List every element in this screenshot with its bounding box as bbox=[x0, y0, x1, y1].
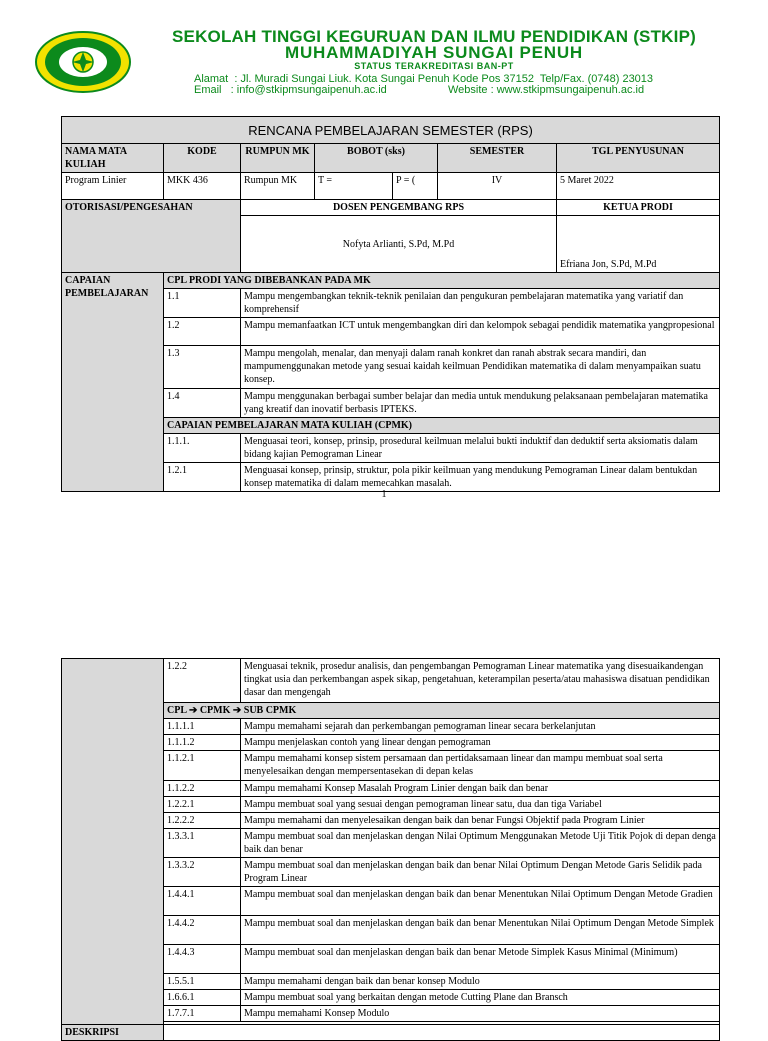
capaian-label-cont bbox=[62, 659, 164, 1025]
kaprodi-label: KETUA PRODI bbox=[557, 200, 720, 216]
email: Email : info@stkipmsungaipenuh.ac.id bbox=[194, 84, 387, 96]
dosen-name: Nofyta Arlianti, S.Pd, M.Pd bbox=[241, 216, 557, 273]
sub-cpmk-text: Mampu menjelaskan contoh yang linear dengan pemograman bbox=[241, 735, 720, 751]
sub-cpmk-text: Mampu memahami Konsep Modulo bbox=[241, 1006, 720, 1022]
value-bobot-p: P = ( bbox=[393, 173, 438, 200]
rps-table-page2 bbox=[61, 658, 720, 1041]
accreditation-status: STATUS TERAKREDITASI BAN-PT bbox=[354, 61, 514, 71]
page-number: 1 bbox=[381, 489, 387, 500]
cpmk-code: 1.2.2 bbox=[164, 659, 241, 703]
rps-title: RENCANA PEMBELAJARAN SEMESTER (RPS) bbox=[62, 117, 720, 144]
sub-cpmk-text: Mampu membuat soal yang berkaitan dengan metode Cutting Plane dan Bransch bbox=[241, 990, 720, 1006]
cpl-code: 1.4 bbox=[164, 389, 241, 418]
cpmk-code: 1.1.1. bbox=[164, 434, 241, 463]
sub-cpmk-code: 1.2.2.2 bbox=[164, 813, 241, 829]
cpmk-text: Menguasai teknik, prosedur analisis, dan pengembangan Pemograman Linear matematika yang disesuaikandengan tingkat usia dan perkembangan aspek sikap, pengetahuan, keterampilan peserta/atau mahasiswa disatuan pendidikan dasar dan mengengah bbox=[241, 659, 720, 703]
header-nama-mk: NAMA MATA KULIAH bbox=[62, 144, 164, 173]
institution-name: SEKOLAH TINGGI KEGURUAN DAN ILMU PENDIDIKAN (STKIP) bbox=[172, 27, 696, 46]
value-semester: IV bbox=[438, 173, 557, 200]
deskripsi-value bbox=[164, 1025, 720, 1041]
value-kode: MKK 436 bbox=[164, 173, 241, 200]
cpmk-code: 1.2.1 bbox=[164, 463, 241, 492]
sub-cpmk-code: 1.3.3.2 bbox=[164, 858, 241, 887]
sub-cpmk-code: 1.4.4.1 bbox=[164, 887, 241, 916]
website: Website : www.stkipmsungaipenuh.ac.id bbox=[448, 84, 645, 96]
cpl-code: 1.1 bbox=[164, 289, 241, 318]
sub-cpmk-code: 1.4.4.2 bbox=[164, 916, 241, 945]
letterhead bbox=[0, 0, 768, 105]
cpl-header: CPL PRODI YANG DIBEBANKAN PADA MK bbox=[164, 273, 720, 289]
cpmk-text: Menguasai teori, konsep, prinsip, prosedural keilmuan melalui bukti induktif dan deduktif serta aksiomatis dalam bidang kajian Pemograman Linear bbox=[241, 434, 720, 463]
value-rumpun: Rumpun MK bbox=[241, 173, 315, 200]
sub-cpmk-text: Mampu membuat soal dan menjelaskan dengan Nilai Optimum Menggunakan Metode Uji Titik Pojok di depan denga baik dan benar bbox=[241, 829, 720, 858]
value-tgl: 5 Maret 2022 bbox=[557, 173, 720, 200]
deskripsi-label: DESKRIPSI bbox=[62, 1025, 164, 1041]
sub-cpmk-text: Mampu memahami sejarah dan perkembangan pemograman linear secara berkelanjutan bbox=[241, 719, 720, 735]
sub-cpmk-text: Mampu membuat soal dan menjelaskan dengan baik dan benar Metode Simplek Kasus Minimal (Minimum) bbox=[241, 945, 720, 974]
header-rumpun: RUMPUN MK bbox=[241, 144, 315, 173]
sub-cpmk-code: 1.6.6.1 bbox=[164, 990, 241, 1006]
sub-cpmk-code: 1.1.2.2 bbox=[164, 781, 241, 797]
sub-cpmk-text: Mampu memahami dan menyelesaikan dengan baik dan benar Fungsi Objektif pada Program Linier bbox=[241, 813, 720, 829]
sub-cpmk-code: 1.5.5.1 bbox=[164, 974, 241, 990]
cpl-text: Mampu memanfaatkan ICT untuk mengembangkan diri dan kelompok sebagai pendidik matematika yangpropesional bbox=[241, 318, 720, 346]
header-kode: KODE bbox=[164, 144, 241, 173]
dosen-label: DOSEN PENGEMBANG RPS bbox=[241, 200, 557, 216]
institution-subname: MUHAMMADIYAH SUNGAI PENUH bbox=[285, 43, 583, 62]
sub-cpmk-text: Mampu membuat soal yang sesuai dengan pemograman linear satu, dua dan tiga Variabel bbox=[241, 797, 720, 813]
otorisasi-label: OTORISASI/PENGESAHAN bbox=[62, 200, 241, 273]
header-semester: SEMESTER bbox=[438, 144, 557, 173]
address: Alamat : Jl. Muradi Sungai Liuk. Kota Sungai Penuh Kode Pos 37152 Telp/Fax. (0748) 23013 bbox=[194, 73, 654, 85]
sub-cpmk-text: Mampu memahami Konsep Masalah Program Linier dengan baik dan benar bbox=[241, 781, 720, 797]
cpl-code: 1.3 bbox=[164, 346, 241, 389]
sub-cpmk-code: 1.3.3.1 bbox=[164, 829, 241, 858]
header-tgl: TGL PENYUSUNAN bbox=[557, 144, 720, 173]
sub-cpmk-code: 1.2.2.1 bbox=[164, 797, 241, 813]
value-nama-mk: Program Linier bbox=[62, 173, 164, 200]
sub-cpmk-code: 1.4.4.3 bbox=[164, 945, 241, 974]
sub-cpmk-text: Mampu membuat soal dan menjelaskan dengan baik dan benar Nilai Optimum Dengan Metode Garis Selidik pada Program Linear bbox=[241, 858, 720, 887]
capaian-label: CAPAIAN PEMBELAJARAN bbox=[62, 273, 164, 492]
cpmk-header: CAPAIAN PEMBELAJARAN MATA KULIAH (CPMK) bbox=[164, 418, 720, 434]
sub-cpmk-code: 1.7.7.1 bbox=[164, 1006, 241, 1022]
cpmk-text: Menguasai konsep, prinsip, struktur, pola pikir keilmuan yang mendukung Pemograman Linear dalam bentukdan konsep matematika di dalam memecahkan masalah. bbox=[241, 463, 720, 492]
sub-cpmk-header: CPL ➔ CPMK ➔ SUB CPMK bbox=[164, 703, 720, 719]
cpl-text: Mampu mengolah, menalar, dan menyaji dalam ranah konkret dan ranah abstrak secara mandiri, dan mampumenggunakan metode yang sesuai kaidah keilmuan Pendidikan matematika di dalam menyampaikan suatu konsep. bbox=[241, 346, 720, 389]
sub-cpmk-code: 1.1.1.2 bbox=[164, 735, 241, 751]
stkip-logo bbox=[34, 30, 132, 94]
sub-cpmk-text: Mampu membuat soal dan menjelaskan dengan baik dan benar Menentukan Nilai Optimum Dengan Metode Simplek bbox=[241, 916, 720, 945]
sub-cpmk-text: Mampu membuat soal dan menjelaskan dengan baik dan benar Menentukan Nilai Optimum Dengan Metode Gradien bbox=[241, 887, 720, 916]
cpl-text: Mampu menggunakan berbagai sumber belajar dan media untuk mendukung pelaksanaan pembelajaran matematika yang kreatif dan inovatif berbasis IPTEKS. bbox=[241, 389, 720, 418]
rps-table-page1 bbox=[61, 116, 720, 492]
value-bobot-t: T = bbox=[315, 173, 393, 200]
header-bobot: BOBOT (sks) bbox=[315, 144, 438, 173]
cpl-text: Mampu mengembangkan teknik-teknik penilaian dan pengukuran pembelajaran matematika yang variatif dan komprehensif bbox=[241, 289, 720, 318]
sub-cpmk-text: Mampu memahami konsep sistem persamaan dan pertidaksamaan linear dan mampu membuat soal serta menyelesaikan dengan mempersentasekan di depan kelas bbox=[241, 751, 720, 781]
cpl-code: 1.2 bbox=[164, 318, 241, 346]
sub-cpmk-code: 1.1.1.1 bbox=[164, 719, 241, 735]
kaprodi-name: Efriana Jon, S.Pd, M.Pd bbox=[557, 216, 720, 273]
sub-cpmk-text: Mampu memahami dengan baik dan benar konsep Modulo bbox=[241, 974, 720, 990]
sub-cpmk-code: 1.1.2.1 bbox=[164, 751, 241, 781]
